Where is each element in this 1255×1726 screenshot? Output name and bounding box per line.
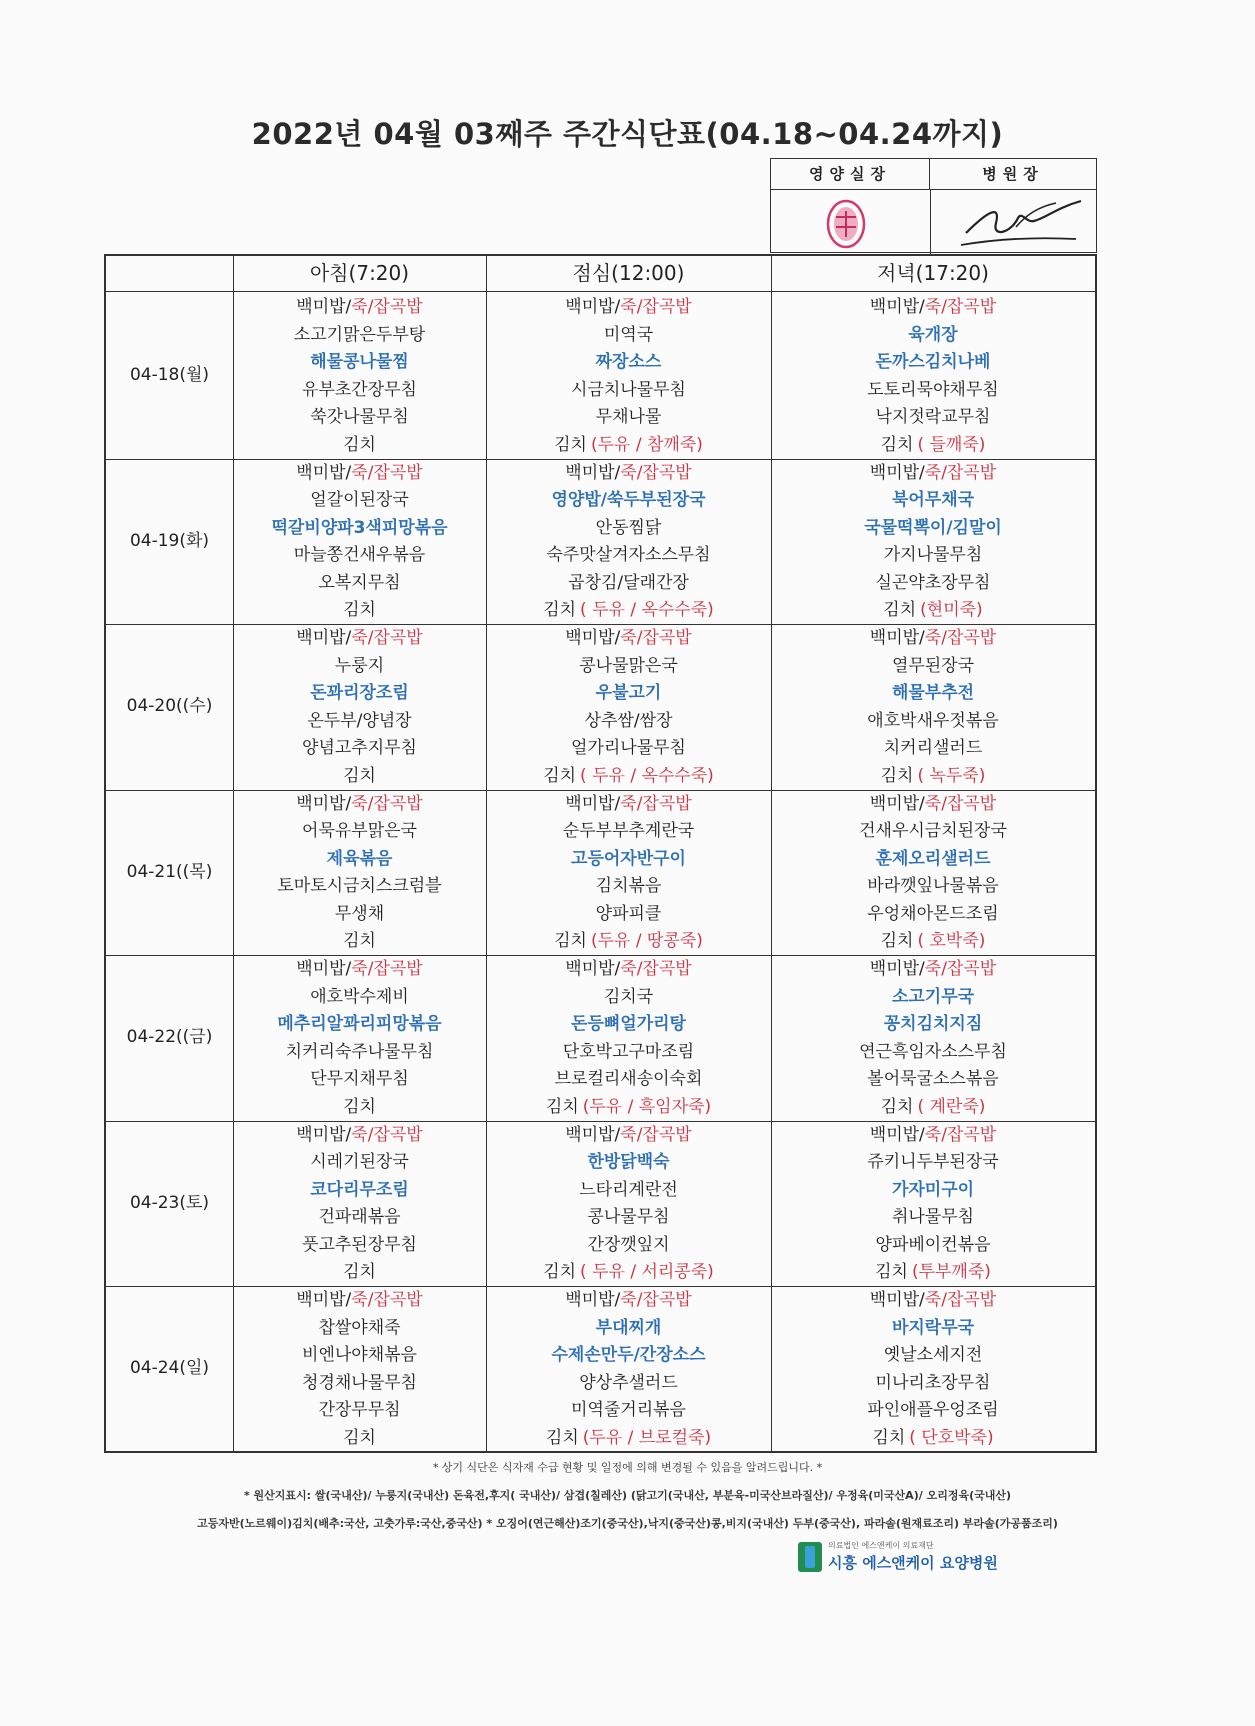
menu-item: 육개장: [908, 324, 958, 345]
menu-item: 김치: [545, 1096, 579, 1117]
rice-line: [771, 294, 1095, 322]
approval-nutrition-head: 영양실장: [771, 159, 930, 190]
porridge-option: ( 계란죽): [917, 1096, 986, 1117]
rice-white: 백미밥/: [296, 793, 352, 814]
rice-porridge-grain: 죽/잡곡밥: [924, 959, 997, 979]
menu-item: 바라깻잎나물볶음: [867, 876, 999, 896]
menu-item: 소고기무국: [891, 986, 975, 1007]
menu-item: 옛날소세지전: [883, 1345, 983, 1365]
rice-porridge-grain: 죽/잡곡밥: [351, 297, 423, 317]
rice-line: [771, 460, 1095, 488]
menu-item: 해물콩나물찜: [310, 352, 409, 372]
menu-item: 청경채나물무침: [302, 1372, 417, 1393]
logo-name: 시흥 에스앤케이 요양병원: [828, 1554, 998, 1572]
rice-porridge-grain: 죽/잡곡밥: [924, 1290, 997, 1310]
menu-item: 마늘쫑건새우볶음: [293, 545, 426, 565]
rice-line: [486, 460, 771, 488]
rice-porridge-grain: 죽/잡곡밥: [351, 959, 423, 979]
day-date: 04-18(월): [129, 365, 210, 385]
menu-item: 얼가리나물무침: [571, 738, 686, 758]
seal-stamp-icon: [826, 199, 866, 249]
menu-item: 어묵유부맑은국: [302, 821, 417, 841]
rice-line: [486, 625, 771, 653]
menu-item: 쑥갓나물무침: [310, 407, 409, 427]
rice-white: 백미밥/: [565, 297, 621, 317]
menu-cell-breakfast: [233, 460, 486, 625]
rice-white: 백미밥/: [296, 1124, 352, 1145]
menu-item: 김치: [343, 1262, 376, 1282]
rice-porridge-grain: 죽/잡곡밥: [351, 1124, 423, 1145]
col-dinner: 저녁(17:20): [877, 261, 989, 285]
approval-box: [770, 158, 1097, 253]
menu-cell-lunch: [486, 625, 771, 790]
menu-item: 김치: [880, 1096, 914, 1117]
day-date: 04-19(화): [129, 530, 210, 551]
rice-line: [486, 791, 771, 819]
menu-item: 김치: [875, 1262, 908, 1282]
menu-item: 연근흑임자소스무침: [859, 1041, 1007, 1062]
menu-item: 우엉채아몬드조림: [867, 903, 999, 924]
menu-item: 파인애플우엉조림: [867, 1400, 999, 1420]
origin-notice-1: * 원산지표시: 쌀(국내산)/ 누룽지(국내산) 돈육전,후지( 국내산)/ 삼겹(칠레산) (닭고기(국내산, 부분육-미국산브라질산)/ 우정육(미국산A)/ 오리정육(국내산): [243, 1489, 1012, 1502]
rice-white: 백미밥/: [869, 1124, 925, 1145]
menu-item: 김치: [543, 600, 577, 620]
menu-item: 단무지채무침: [310, 1069, 409, 1089]
menu-item: 메추리알꽈리피망볶음: [277, 1014, 442, 1034]
rice-white: 백미밥/: [565, 628, 621, 648]
porridge-option: (두유 / 땅콩죽): [590, 931, 703, 951]
col-breakfast: 아침(7:20): [309, 261, 410, 285]
day-date: 04-24(일): [129, 1358, 210, 1378]
menu-item: 건파래볶음: [318, 1207, 401, 1227]
rice-porridge-grain: 죽/잡곡밥: [620, 297, 692, 317]
menu-item: 짜장소스: [595, 352, 662, 372]
menu-item: 도토리묵야채무침: [867, 379, 999, 400]
porridge-option: ( 두유 / 옥수수죽): [580, 765, 714, 786]
day-date: 04-21((목): [126, 861, 213, 882]
menu-cell-dinner: [771, 460, 1095, 625]
menu-item: 미역국: [603, 324, 654, 345]
porridge-option: ( 들깨죽): [917, 434, 986, 455]
menu-item: 김치: [872, 1427, 906, 1448]
rice-porridge-grain: 죽/잡곡밥: [924, 297, 997, 317]
menu-item: 안동찜닭: [595, 517, 662, 538]
menu-item: 브로컬리새송이숙회: [554, 1069, 703, 1089]
rice-line: [771, 956, 1095, 984]
menu-item: 해물부추전: [891, 683, 975, 703]
menu-item: 토마토시금치스크럼블: [277, 876, 442, 896]
menu-cell-dinner: [771, 625, 1095, 790]
page-title: 2022년 04월 03째주 주간식단표(04.18~04.24까지): [251, 117, 1004, 151]
menu-item: 김치: [543, 1262, 577, 1282]
menu-item: 찹쌀야채죽: [318, 1317, 401, 1338]
rice-line: [771, 1287, 1095, 1315]
menu-item: 훈제오리샐러드: [875, 848, 991, 869]
porridge-option: ( 호박죽): [917, 931, 986, 951]
menu-item: 시금치나물무침: [571, 379, 686, 400]
menu-item: 간장무무침: [318, 1400, 401, 1420]
hospital-logo-icon: [798, 1542, 822, 1572]
menu-item: 우불고기: [595, 683, 662, 703]
menu-item: 실곤약초장무침: [875, 572, 991, 593]
rice-porridge-grain: 죽/잡곡밥: [924, 1124, 997, 1145]
menu-item: 김치: [343, 765, 376, 786]
rice-line: [233, 791, 486, 819]
rice-white: 백미밥/: [296, 297, 352, 317]
menu-item: 느타리계란전: [579, 1179, 678, 1200]
rice-line: [233, 460, 486, 488]
menu-item: 부대찌개: [595, 1317, 662, 1338]
menu-item: 무채나물: [595, 407, 662, 427]
menu-item: 온두부/양념장: [307, 710, 412, 731]
menu-item: 단호박고구마조림: [562, 1041, 695, 1062]
rice-porridge-grain: 죽/잡곡밥: [620, 628, 692, 648]
menu-cell-lunch: [486, 1287, 771, 1452]
menu-item: 김치볶음: [595, 876, 662, 896]
rice-porridge-grain: 죽/잡곡밥: [351, 628, 423, 648]
menu-item: 상추쌈/쌈장: [584, 710, 673, 731]
menu-item: 취나물무침: [891, 1207, 975, 1227]
menu-item: 꽁치김치지짐: [883, 1014, 983, 1034]
menu-item: 국물떡뽁이/김말이: [864, 517, 1002, 538]
menu-item: 수제손만두/간장소스: [551, 1345, 706, 1365]
menu-item: 양파베이컨볶음: [875, 1234, 991, 1255]
menu-item: 풋고추된장무침: [302, 1234, 417, 1255]
porridge-option: ( 두유 / 서리콩죽): [580, 1262, 714, 1282]
porridge-option: ( 녹두죽): [917, 765, 986, 786]
menu-item: 양념고추지무침: [302, 738, 417, 758]
porridge-option: (현미죽): [920, 600, 983, 620]
menu-cell-breakfast: [233, 956, 486, 1121]
menu-item: 치커리샐러드: [883, 738, 983, 758]
rice-porridge-grain: 죽/잡곡밥: [620, 1124, 692, 1145]
rice-white: 백미밥/: [296, 628, 352, 648]
menu-cell-dinner: [771, 791, 1095, 956]
rice-line: [233, 625, 486, 653]
menu-item: 김치: [883, 600, 917, 620]
menu-item: 돈꽈리장조림: [310, 683, 409, 703]
rice-porridge-grain: 죽/잡곡밥: [351, 793, 423, 814]
menu-cell-breakfast: [233, 625, 486, 790]
menu-item: 영양밥/쑥두부된장국: [551, 490, 706, 510]
menu-item: 김치: [343, 1096, 376, 1117]
menu-item: 돈등뼈얼가리탕: [571, 1014, 686, 1034]
menu-item: 콩나물맑은국: [579, 655, 678, 676]
menu-cell-lunch: [486, 460, 771, 625]
menu-item: 미역줄거리볶음: [571, 1400, 686, 1420]
menu-item: 제육볶음: [326, 848, 393, 869]
menu-cell-dinner: [771, 1287, 1095, 1452]
rice-line: [486, 956, 771, 984]
menu-item: 열무된장국: [891, 655, 975, 676]
menu-item: 치커리숙주나물무침: [285, 1041, 434, 1062]
rice-white: 백미밥/: [565, 793, 621, 814]
menu-item: 애호박새우젓볶음: [867, 710, 999, 731]
rice-line: [486, 1122, 771, 1150]
menu-item: 김치: [554, 434, 587, 455]
change-notice: * 상기 식단은 식자재 수급 현황 및 일정에 의해 변경될 수 있음을 알려드립니다. *: [432, 1461, 823, 1474]
menu-item: 콩나물무침: [587, 1207, 670, 1227]
menu-cell-dinner: [771, 1122, 1095, 1287]
rice-porridge-grain: 죽/잡곡밥: [620, 1290, 692, 1310]
menu-item: 김치: [343, 1427, 376, 1448]
porridge-option: (투부깨죽): [911, 1262, 991, 1282]
menu-item: 곱창김/달래간장: [568, 572, 689, 593]
day-date: 04-20((수): [126, 696, 213, 716]
rice-porridge-grain: 죽/잡곡밥: [351, 1290, 423, 1310]
menu-cell-dinner: [771, 294, 1095, 459]
menu-item: 낙지젓락교무침: [875, 407, 991, 427]
menu-item: 시레기된장국: [310, 1152, 409, 1172]
rice-white: 백미밥/: [869, 628, 925, 648]
menu-item: 떡갈비양파3색피망볶음: [271, 517, 448, 538]
rice-line: [771, 791, 1095, 819]
rice-porridge-grain: 죽/잡곡밥: [351, 462, 423, 483]
menu-item: 소고기맑은두부탕: [293, 324, 426, 345]
porridge-option: (두유 / 흑임자죽): [582, 1096, 712, 1117]
rice-line: [486, 294, 771, 322]
menu-item: 고등어자반구이: [571, 848, 686, 869]
menu-item: 볼어묵굴소스볶음: [867, 1069, 999, 1089]
rice-white: 백미밥/: [565, 1290, 621, 1310]
rice-line: [233, 956, 486, 984]
menu-item: 김치: [343, 434, 376, 455]
menu-cell-breakfast: [233, 791, 486, 956]
hospital-logo: [798, 1540, 998, 1576]
rice-line: [233, 294, 486, 322]
origin-notice-2: 고등자반(노르웨이)김치(배추:국산, 고춧가루:국산,중국산) * 오징어(연근해산)조기(중국산),낙지(중국산)콩,비지(국내산) 두부(중국산), 파라솔(원재료조리) 부라솔(가공품조리): [197, 1517, 1058, 1530]
col-lunch: 점심(12:00): [572, 261, 685, 285]
menu-item: 양파피클: [595, 903, 662, 924]
menu-item: 애호박수제비: [310, 986, 409, 1007]
rice-line: [771, 1122, 1095, 1150]
day-date: 04-23(토): [129, 1192, 210, 1213]
approval-director: 병원장: [930, 159, 1096, 190]
menu-item: 누룽지: [334, 655, 385, 676]
menu-item: 가지나물무침: [883, 545, 983, 565]
menu-item: 김치: [554, 931, 587, 951]
menu-item: 김치: [343, 600, 376, 620]
day-date: 04-22((금): [126, 1027, 213, 1047]
menu-item: 김치: [880, 931, 914, 951]
menu-cell-lunch: [486, 791, 771, 956]
rice-white: 백미밥/: [296, 1290, 352, 1310]
menu-item: 김치: [880, 765, 914, 786]
rice-porridge-grain: 죽/잡곡밥: [620, 959, 692, 979]
menu-cell-lunch: [486, 294, 771, 459]
menu-cell-lunch: [486, 1122, 771, 1287]
menu-item: 순두부부추계란국: [562, 821, 695, 841]
rice-white: 백미밥/: [296, 959, 352, 979]
menu-item: 숙주맛살겨자소스무침: [546, 545, 711, 565]
menu-item: 오복지무침: [318, 572, 401, 593]
menu-item: 코다리무조림: [310, 1179, 409, 1200]
menu-cell-breakfast: [233, 1287, 486, 1452]
rice-line: [233, 1287, 486, 1315]
rice-porridge-grain: 죽/잡곡밥: [924, 628, 997, 648]
menu-item: 김치: [880, 434, 914, 455]
menu-item: 쥬키니두부된장국: [867, 1152, 999, 1172]
menu-item: 바지락무국: [891, 1317, 975, 1338]
rice-white: 백미밥/: [565, 1124, 621, 1145]
rice-white: 백미밥/: [869, 959, 925, 979]
rice-white: 백미밥/: [565, 462, 621, 483]
porridge-option: ( 단호박죽): [909, 1427, 994, 1448]
menu-item: 건새우시금치된장국: [859, 821, 1007, 841]
menu-item: 양상추샐러드: [579, 1372, 678, 1393]
menu-item: 김치국: [603, 986, 654, 1007]
menu-table: [104, 254, 1097, 1453]
rice-white: 백미밥/: [565, 959, 621, 979]
signature-icon: [956, 193, 1086, 251]
rice-line: [233, 1122, 486, 1150]
rice-line: [486, 1287, 771, 1315]
rice-porridge-grain: 죽/잡곡밥: [620, 462, 692, 483]
menu-item: 비엔나야채볶음: [302, 1345, 417, 1365]
menu-item: 간장깻잎지: [587, 1234, 670, 1255]
menu-item: 한방닭백숙: [587, 1152, 670, 1172]
menu-item: 김치: [545, 1427, 579, 1448]
rice-white: 백미밥/: [869, 462, 925, 483]
logo-foundation: 의료법인 에스앤케이 의료재단: [828, 1541, 934, 1550]
rice-white: 백미밥/: [296, 462, 352, 483]
menu-item: 유부초간장무침: [302, 379, 417, 400]
porridge-option: (두유 / 참깨죽): [590, 434, 703, 455]
menu-item: 돈까스김치나베: [875, 352, 991, 372]
porridge-option: ( 두유 / 옥수수죽): [580, 600, 714, 620]
menu-item: 김치: [543, 765, 577, 786]
rice-line: [771, 625, 1095, 653]
menu-cell-breakfast: [233, 294, 486, 459]
menu-item: 미나리초장무침: [875, 1372, 991, 1393]
rice-porridge-grain: 죽/잡곡밥: [924, 462, 997, 483]
menu-item: 얼갈이된장국: [310, 490, 409, 510]
porridge-option: (두유 / 브로컬죽): [582, 1427, 712, 1448]
rice-porridge-grain: 죽/잡곡밥: [620, 793, 692, 814]
menu-item: 무생채: [334, 903, 385, 924]
rice-white: 백미밥/: [869, 297, 925, 317]
menu-item: 북어무채국: [891, 490, 975, 510]
menu-item: 가자미구이: [891, 1179, 975, 1200]
menu-cell-breakfast: [233, 1122, 486, 1287]
menu-cell-lunch: [486, 956, 771, 1121]
menu-cell-dinner: [771, 956, 1095, 1121]
rice-white: 백미밥/: [869, 793, 925, 814]
rice-porridge-grain: 죽/잡곡밥: [924, 793, 997, 814]
rice-white: 백미밥/: [869, 1290, 925, 1310]
menu-item: 김치: [343, 931, 376, 951]
